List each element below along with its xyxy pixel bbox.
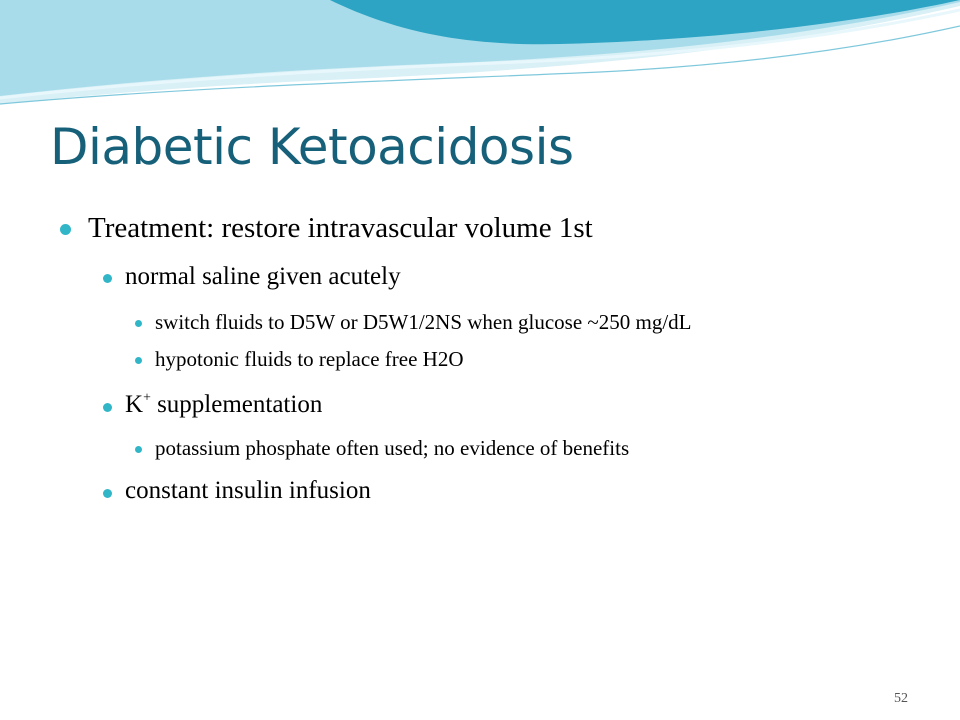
potassium-charge: +	[143, 389, 151, 405]
potassium-symbol: K	[125, 391, 144, 418]
bullet-dot	[60, 224, 71, 235]
bullet-dot	[135, 446, 142, 453]
potassium-label: supplementation	[150, 391, 323, 418]
bullet-dot	[103, 274, 112, 283]
bullet-hypotonic: hypotonic fluids to replace free H2O	[155, 347, 464, 371]
slide-title: Diabetic Ketoacidosis	[50, 118, 574, 176]
bullet-potassium	[125, 391, 322, 419]
bullet-dot	[135, 357, 142, 364]
bullet-phosphate: potassium phosphate often used; no evidence of benefits	[155, 436, 630, 460]
bullet-dot	[103, 489, 112, 498]
bullet-dot	[103, 403, 112, 412]
bullet-saline: normal saline given acutely	[125, 263, 401, 290]
bullet-dot	[135, 320, 142, 327]
bullet-insulin: constant insulin infusion	[125, 477, 371, 504]
page-number: 52	[894, 691, 908, 706]
bullet-switch-fluids: switch fluids to D5W or D5W1/2NS when glucose ~250 mg/dL	[155, 310, 692, 334]
bullet-treatment: Treatment: restore intravascular volume 1st	[88, 212, 593, 244]
